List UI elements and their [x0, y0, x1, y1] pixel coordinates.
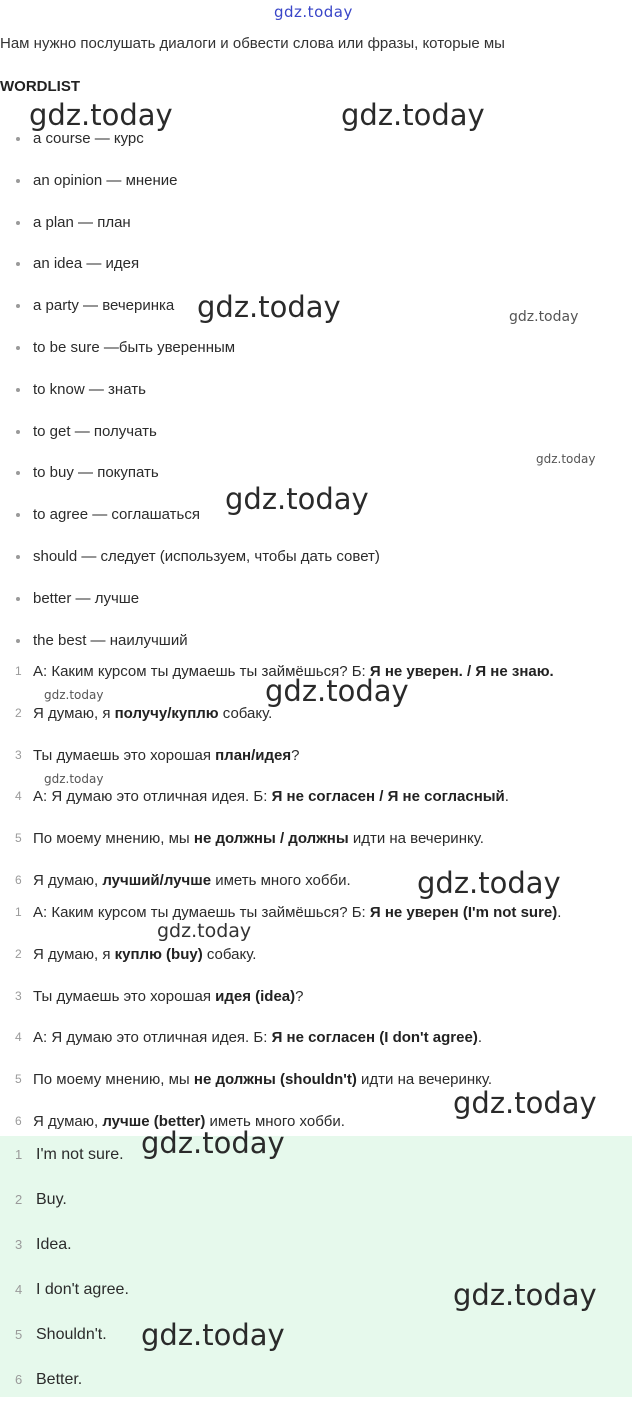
answer-item: 1 I'm not sure. [15, 1146, 124, 1163]
answer-item: 2 Buy. [15, 1191, 67, 1208]
bullet-icon [16, 304, 20, 308]
bullet-icon [16, 430, 20, 434]
bullet-icon [16, 137, 20, 141]
list-item: 3 Ты думаешь это хорошая идея (idea)? [15, 987, 304, 1005]
wordlist-item: to know — знать [0, 369, 632, 411]
wordlist-item: to get — получать [0, 411, 632, 453]
answer-box [0, 1136, 632, 1397]
watermark: gdz.today [157, 920, 252, 942]
watermark: gdz.today [417, 866, 561, 900]
wordlist-item: a course — курс [0, 118, 632, 160]
answer-item: 6 Better. [15, 1371, 83, 1388]
bullet-icon [16, 555, 20, 559]
wordlist-heading: WORDLIST [0, 78, 80, 95]
list-item: 6 Я думаю, лучший/лучше иметь много хобби. [15, 871, 351, 889]
bullet-icon [16, 346, 20, 350]
watermark: gdz.today [44, 688, 104, 702]
answer-item: 4 I don't agree. [15, 1281, 129, 1298]
watermark: gdz.today [536, 452, 596, 466]
bullet-icon [16, 513, 20, 517]
answer-list [0, 1136, 632, 1406]
watermark: gdz.today [509, 309, 579, 325]
watermark: gdz.today [453, 1086, 597, 1120]
watermark: gdz.today [29, 98, 173, 132]
bullet-icon [16, 388, 20, 392]
watermark: gdz.today [141, 1318, 285, 1352]
task-intro: Нам нужно послушать диалоги и обвести слова или фразы, которые мы [0, 35, 505, 52]
bullet-icon [16, 262, 20, 266]
wordlist-item: better — лучше [0, 578, 632, 620]
answer-item: 3 Idea. [15, 1236, 72, 1253]
watermark: gdz.today [197, 290, 341, 324]
bullet-icon [16, 639, 20, 643]
list-item: 1 А: Каким курсом ты думаешь ты займёшься? Б: Я не уверен (I'm not sure). [15, 904, 562, 921]
wordlist-item: a party — вечеринка [0, 285, 632, 327]
wordlist-item: to buy — покупать [0, 452, 632, 494]
watermark: gdz.today [141, 1126, 285, 1160]
wordlist-item: a plan — план [0, 202, 632, 244]
list-item: 5 По моему мнению, мы не должны (shouldn't) идти на вечеринку. [15, 1071, 493, 1089]
wordlist-item: to be sure —быть уверенным [0, 327, 632, 369]
wordlist-item: to agree — соглашаться [0, 494, 632, 536]
watermark: gdz.today [265, 674, 409, 708]
watermark: gdz.today [225, 482, 369, 516]
wordlist-item: an opinion — мнение [0, 160, 632, 202]
list-item: 1 А: Каким курсом ты думаешь ты займёшься? Б: Я не уверен. / Я не знаю. [15, 663, 554, 680]
list-item: 6 Я думаю, лучше (better) иметь много хобби. [15, 1112, 345, 1130]
bullet-icon [16, 221, 20, 225]
list-item: 3 Ты думаешь это хорошая план/идея? [15, 746, 300, 764]
watermark: gdz.today [341, 98, 485, 132]
watermark: gdz.today [44, 772, 104, 786]
bullet-icon [16, 597, 20, 601]
wordlist [0, 118, 632, 661]
watermark: gdz.today [453, 1278, 597, 1312]
list-item: 4 А: Я думаю это отличная идея. Б: Я не согласен / Я не согласный. [15, 788, 509, 806]
list-item: 2 Я думаю, я куплю (buy) собаку. [15, 945, 257, 963]
wordlist-item: the best — наилучший [0, 620, 632, 662]
wordlist-item: should — следует (используем, чтобы дать совет) [0, 536, 632, 578]
list-item: 5 По моему мнению, мы не должны / должны идти на вечеринку. [15, 830, 484, 848]
list-item: 2 Я думаю, я получу/куплю собаку. [15, 704, 273, 722]
bullet-icon [16, 471, 20, 475]
answer-item: 5 Shouldn't. [15, 1326, 107, 1343]
list-item: 4 А: Я думаю это отличная идея. Б: Я не согласен (I don't agree). [15, 1029, 482, 1047]
site-logo[interactable]: gdz.today [274, 3, 353, 21]
wordlist-item: an idea — идея [0, 243, 632, 285]
bullet-icon [16, 179, 20, 183]
